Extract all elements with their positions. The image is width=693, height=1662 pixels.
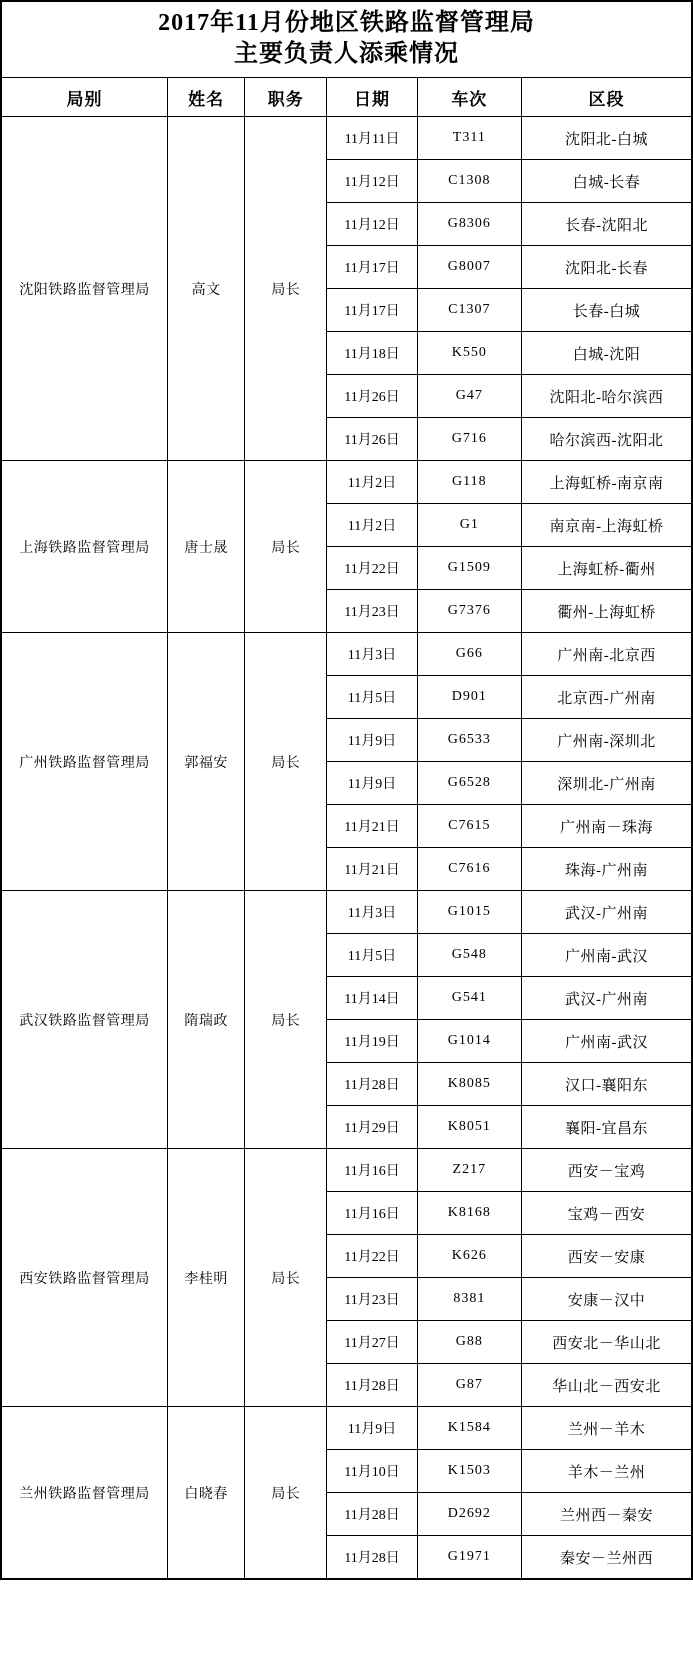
cell-train-number: G716 [417, 418, 521, 461]
cell-date: 11月11日 [327, 117, 417, 160]
cell-section: 西安－安康 [521, 1235, 692, 1278]
table-row [1, 633, 692, 676]
cell-date: 11月9日 [327, 719, 417, 762]
cell-train-number: C7616 [417, 848, 521, 891]
cell-train-number: K8168 [417, 1192, 521, 1235]
cell-name: 隋瑞政 [167, 891, 244, 1149]
cell-date: 11月26日 [327, 418, 417, 461]
cell-train-number: D2692 [417, 1493, 521, 1536]
cell-train-number: K626 [417, 1235, 521, 1278]
cell-date: 11月22日 [327, 1235, 417, 1278]
cell-section: 衢州-上海虹桥 [521, 590, 692, 633]
cell-post: 局长 [245, 633, 327, 891]
cell-section: 广州南－珠海 [521, 805, 692, 848]
cell-section: 哈尔滨西-沈阳北 [521, 418, 692, 461]
cell-section: 武汉-广州南 [521, 891, 692, 934]
cell-section: 北京西-广州南 [521, 676, 692, 719]
cell-train-number: G1015 [417, 891, 521, 934]
cell-name: 白晓春 [167, 1407, 244, 1580]
cell-section: 武汉-广州南 [521, 977, 692, 1020]
cell-section: 上海虹桥-衢州 [521, 547, 692, 590]
cell-section: 广州南-武汉 [521, 934, 692, 977]
column-header-bureau: 局别 [1, 78, 167, 117]
column-header-post: 职务 [245, 78, 327, 117]
cell-train-number: G88 [417, 1321, 521, 1364]
cell-train-number: D901 [417, 676, 521, 719]
table-header [1, 78, 692, 117]
cell-date: 11月5日 [327, 934, 417, 977]
cell-section: 长春-沈阳北 [521, 203, 692, 246]
cell-date: 11月21日 [327, 805, 417, 848]
cell-date: 11月28日 [327, 1364, 417, 1407]
cell-post: 局长 [245, 117, 327, 461]
table-row [1, 891, 692, 934]
cell-train-number: G66 [417, 633, 521, 676]
cell-bureau: 武汉铁路监督管理局 [1, 891, 167, 1149]
cell-section: 羊木－兰州 [521, 1450, 692, 1493]
title-line-2: 主要负责人添乘情况 [234, 40, 459, 67]
cell-train-number: G541 [417, 977, 521, 1020]
cell-train-number: G1509 [417, 547, 521, 590]
duty-ride-table [0, 77, 693, 1580]
cell-date: 11月22日 [327, 547, 417, 590]
cell-date: 11月23日 [327, 1278, 417, 1321]
cell-section: 沈阳北-哈尔滨西 [521, 375, 692, 418]
cell-post: 局长 [245, 461, 327, 633]
cell-name: 李桂明 [167, 1149, 244, 1407]
cell-bureau: 上海铁路监督管理局 [1, 461, 167, 633]
column-header-date: 日期 [327, 78, 417, 117]
cell-date: 11月18日 [327, 332, 417, 375]
cell-train-number: T311 [417, 117, 521, 160]
cell-section: 广州南-北京西 [521, 633, 692, 676]
cell-date: 11月3日 [327, 891, 417, 934]
cell-date: 11月3日 [327, 633, 417, 676]
cell-date: 11月2日 [327, 461, 417, 504]
cell-date: 11月16日 [327, 1149, 417, 1192]
cell-train-number: G7376 [417, 590, 521, 633]
column-header-section: 区段 [521, 78, 692, 117]
cell-section: 兰州西－秦安 [521, 1493, 692, 1536]
cell-date: 11月19日 [327, 1020, 417, 1063]
cell-section: 白城-长春 [521, 160, 692, 203]
table-row [1, 461, 692, 504]
cell-date: 11月26日 [327, 375, 417, 418]
cell-date: 11月21日 [327, 848, 417, 891]
cell-date: 11月5日 [327, 676, 417, 719]
cell-train-number: G8007 [417, 246, 521, 289]
cell-date: 11月28日 [327, 1493, 417, 1536]
cell-date: 11月23日 [327, 590, 417, 633]
cell-date: 11月28日 [327, 1063, 417, 1106]
cell-train-number: G87 [417, 1364, 521, 1407]
cell-section: 宝鸡－西安 [521, 1192, 692, 1235]
cell-bureau: 广州铁路监督管理局 [1, 633, 167, 891]
cell-section: 秦安－兰州西 [521, 1536, 692, 1580]
table-body [1, 117, 692, 1580]
cell-date: 11月16日 [327, 1192, 417, 1235]
cell-date: 11月9日 [327, 1407, 417, 1450]
table-row [1, 1149, 692, 1192]
cell-section: 上海虹桥-南京南 [521, 461, 692, 504]
column-header-train: 车次 [417, 78, 521, 117]
cell-date: 11月9日 [327, 762, 417, 805]
cell-train-number: K1503 [417, 1450, 521, 1493]
cell-post: 局长 [245, 891, 327, 1149]
cell-section: 西安北－华山北 [521, 1321, 692, 1364]
cell-date: 11月29日 [327, 1106, 417, 1149]
cell-train-number: G6528 [417, 762, 521, 805]
cell-section: 珠海-广州南 [521, 848, 692, 891]
cell-train-number: K8085 [417, 1063, 521, 1106]
cell-train-number: G118 [417, 461, 521, 504]
cell-section: 安康－汉中 [521, 1278, 692, 1321]
cell-date: 11月12日 [327, 160, 417, 203]
cell-section: 华山北－西安北 [521, 1364, 692, 1407]
cell-date: 11月27日 [327, 1321, 417, 1364]
table-header-row [1, 78, 692, 117]
table-row [1, 1407, 692, 1450]
table-row [1, 117, 692, 160]
cell-date: 11月10日 [327, 1450, 417, 1493]
cell-section: 襄阳-宜昌东 [521, 1106, 692, 1149]
cell-section: 南京南-上海虹桥 [521, 504, 692, 547]
cell-date: 11月2日 [327, 504, 417, 547]
cell-train-number: C7615 [417, 805, 521, 848]
cell-train-number: Z217 [417, 1149, 521, 1192]
cell-bureau: 沈阳铁路监督管理局 [1, 117, 167, 461]
cell-train-number: C1308 [417, 160, 521, 203]
document-title [0, 0, 693, 77]
column-header-name: 姓名 [167, 78, 244, 117]
cell-train-number: G1014 [417, 1020, 521, 1063]
cell-section: 长春-白城 [521, 289, 692, 332]
cell-train-number: 8381 [417, 1278, 521, 1321]
cell-train-number: G548 [417, 934, 521, 977]
cell-train-number: C1307 [417, 289, 521, 332]
cell-section: 深圳北-广州南 [521, 762, 692, 805]
cell-train-number: G47 [417, 375, 521, 418]
cell-name: 唐士晟 [167, 461, 244, 633]
cell-section: 白城-沈阳 [521, 332, 692, 375]
cell-train-number: K1584 [417, 1407, 521, 1450]
cell-train-number: K8051 [417, 1106, 521, 1149]
cell-post: 局长 [245, 1149, 327, 1407]
title-line-1: 2017年11月份地区铁路监督管理局 [158, 10, 535, 36]
cell-train-number: K550 [417, 332, 521, 375]
cell-name: 郭福安 [167, 633, 244, 891]
cell-train-number: G1 [417, 504, 521, 547]
cell-post: 局长 [245, 1407, 327, 1580]
cell-train-number: G6533 [417, 719, 521, 762]
cell-section: 兰州－羊木 [521, 1407, 692, 1450]
cell-date: 11月28日 [327, 1536, 417, 1580]
cell-train-number: G8306 [417, 203, 521, 246]
cell-date: 11月12日 [327, 203, 417, 246]
cell-date: 11月17日 [327, 246, 417, 289]
cell-section: 沈阳北-白城 [521, 117, 692, 160]
cell-bureau: 西安铁路监督管理局 [1, 1149, 167, 1407]
cell-date: 11月17日 [327, 289, 417, 332]
cell-name: 高文 [167, 117, 244, 461]
cell-section: 广州南-武汉 [521, 1020, 692, 1063]
cell-bureau: 兰州铁路监督管理局 [1, 1407, 167, 1580]
cell-section: 广州南-深圳北 [521, 719, 692, 762]
cell-section: 沈阳北-长春 [521, 246, 692, 289]
cell-section: 汉口-襄阳东 [521, 1063, 692, 1106]
cell-section: 西安－宝鸡 [521, 1149, 692, 1192]
cell-date: 11月14日 [327, 977, 417, 1020]
cell-train-number: G1971 [417, 1536, 521, 1580]
